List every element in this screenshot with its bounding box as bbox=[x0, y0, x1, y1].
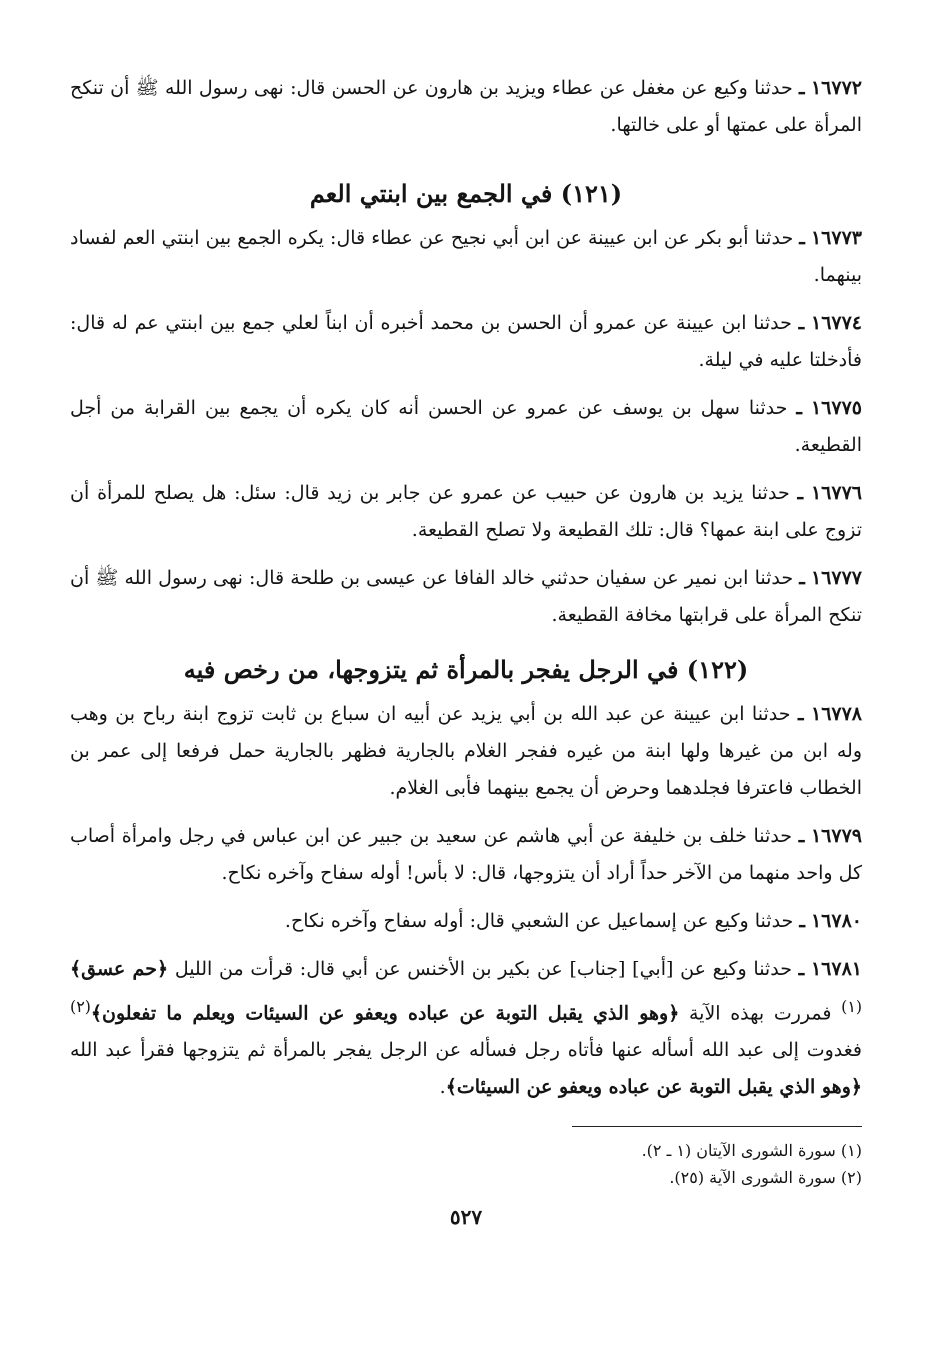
hadith-number: ١٦٧٧٩ bbox=[810, 825, 862, 847]
hadith-number: ١٦٧٧٢ bbox=[810, 77, 862, 99]
hadith-text: حدثنا ابن عيينة عن عبد الله بن أبي يزيد عن أبيه ان سباع بن ثابت تزوج ابنة رباح بن وهب وله ابن من غيرها ولها ابنة من غيره ففجر الغلام بالجارية فظهر بالجارية حمل فرفعا إلى عمر بن الخطاب فاعترفا فجلدهما وحرض أن يجمع بينهما فأبى الغلام. bbox=[70, 703, 862, 799]
dash: ـ bbox=[797, 703, 804, 725]
hadith-paragraph bbox=[70, 70, 862, 144]
dash: ـ bbox=[797, 482, 804, 504]
dash: ـ bbox=[798, 958, 805, 980]
quran-verse: ﴿حم عسق﴾ bbox=[70, 958, 169, 980]
chapter-heading: (١٢١) في الجمع بين ابنتي العم bbox=[309, 179, 623, 208]
footnote: (٢) سورة الشورى الآية (٢٥). bbox=[669, 1168, 862, 1188]
hadith-text: حدثنا وكيع عن [أبي] [جناب] عن بكير بن الأخنس عن أبي قال: قرأت من الليل bbox=[174, 958, 792, 980]
hadith-paragraph bbox=[70, 818, 862, 892]
hadith-paragraph bbox=[70, 696, 862, 807]
hadith-text: حدثنا وكيع عن إسماعيل عن الشعبي قال: أوله سفاح وآخره نكاح. bbox=[284, 910, 794, 932]
hadith-paragraph bbox=[70, 951, 862, 1106]
hadith-paragraph bbox=[70, 560, 862, 634]
hadith-number: ١٦٧٧٨ bbox=[810, 703, 863, 725]
footnote-separator bbox=[572, 1126, 862, 1127]
hadith-number: ١٦٧٧٥ bbox=[810, 397, 862, 419]
hadith-text: فمررت بهذه الآية bbox=[689, 1002, 832, 1025]
footnote-marker: (٢) bbox=[70, 997, 91, 1016]
hadith-text: فغدوت إلى عبد الله أسأله عنها فأتاه رجل فسأله عن الرجل يفجر بالمرأة ثم يتزوجها فقرأ عبد الله bbox=[70, 1039, 862, 1062]
quran-verse: ﴿وهو الذي يقبل التوبة عن عباده ويعفو عن السيئات﴾ bbox=[445, 1076, 862, 1099]
hadith-text: حدثنا ابن عيينة عن عمرو أن الحسن بن محمد أخبره أن ابناً لعلي جمع بين ابنتي عم له قال: فأدخلتا عليه في ليلة. bbox=[70, 312, 862, 371]
footnote-separator-wrap bbox=[70, 1126, 862, 1127]
hadith-paragraph bbox=[70, 390, 862, 464]
footnote: (١) سورة الشورى الآيتان (١ ـ ٢). bbox=[641, 1141, 862, 1161]
dash: ـ bbox=[798, 825, 805, 847]
hadith-paragraph bbox=[70, 305, 862, 379]
dash: ـ bbox=[798, 312, 805, 334]
hadith-text: حدثنا سهل بن يوسف عن عمرو عن الحسن أنه كان يكره أن يجمع بين القرابة من أجل القطيعة. bbox=[70, 397, 862, 456]
footnote-marker: (١) bbox=[841, 997, 863, 1016]
dash: ـ bbox=[799, 567, 805, 589]
dash: ـ bbox=[799, 910, 805, 932]
hadith-number: ١٦٧٨١ bbox=[810, 958, 862, 980]
hadith-paragraph bbox=[70, 903, 862, 940]
chapter-heading: (١٢٢) في الرجل يفجر بالمرأة ثم يتزوجها، من رخص فيه bbox=[183, 655, 749, 684]
hadith-number: ١٦٧٧٤ bbox=[810, 312, 863, 334]
hadith-text: حدثنا أبو بكر عن ابن عيينة عن ابن أبي نجيح عن عطاء قال: يكره الجمع بين ابنتي العم لفساد بينهما. bbox=[70, 227, 862, 286]
hadith-number: ١٦٧٧٣ bbox=[810, 227, 862, 249]
hadith-paragraph bbox=[70, 220, 862, 294]
page bbox=[70, 70, 862, 1229]
hadith-number: ١٦٧٧٧ bbox=[810, 567, 862, 589]
hadith-text: حدثنا ابن نمير عن سفيان حدثني خالد الفافا عن عيسى بن طلحة قال: نهى رسول الله ﷺ أن تنكح المرأة على قرابتها مخافة القطيعة. bbox=[70, 567, 862, 626]
dash: ـ bbox=[799, 227, 805, 249]
hadith-number: ١٦٧٨٠ bbox=[810, 910, 862, 932]
hadith-text: حدثنا خلف بن خليفة عن أبي هاشم عن سعيد بن جبير عن ابن عباس في رجل وامرأة أصاب كل واحد منهما من الآخر حداً أراد أن يتزوجها، قال: لا بأس! أوله سفاح وآخره نكاح. bbox=[70, 825, 862, 884]
end-punctuation: . bbox=[439, 1076, 446, 1099]
page-number: ٥٢٧ bbox=[449, 1205, 483, 1230]
dash: ـ bbox=[796, 397, 802, 419]
hadith-number: ١٦٧٧٦ bbox=[810, 482, 862, 504]
hadith-paragraph bbox=[70, 475, 862, 549]
hadith-text: حدثنا وكيع عن مغفل عن عطاء ويزيد بن هارون عن الحسن قال: نهى رسول الله ﷺ أن تنكح المرأة على عمتها أو على خالتها. bbox=[70, 77, 862, 136]
quran-verse: ﴿وهو الذي يقبل التوبة عن عباده ويعفو عن السيئات ويعلم ما تفعلون﴾ bbox=[90, 1002, 680, 1025]
dash: ـ bbox=[799, 77, 805, 99]
hadith-text: حدثنا يزيد بن هارون عن حبيب عن عمرو عن جابر بن زيد قال: سئل: هل يصلح للمرأة أن تزوج على ابنة عمها؟ قال: تلك القطيعة ولا تصلح القطيعة. bbox=[70, 482, 862, 541]
